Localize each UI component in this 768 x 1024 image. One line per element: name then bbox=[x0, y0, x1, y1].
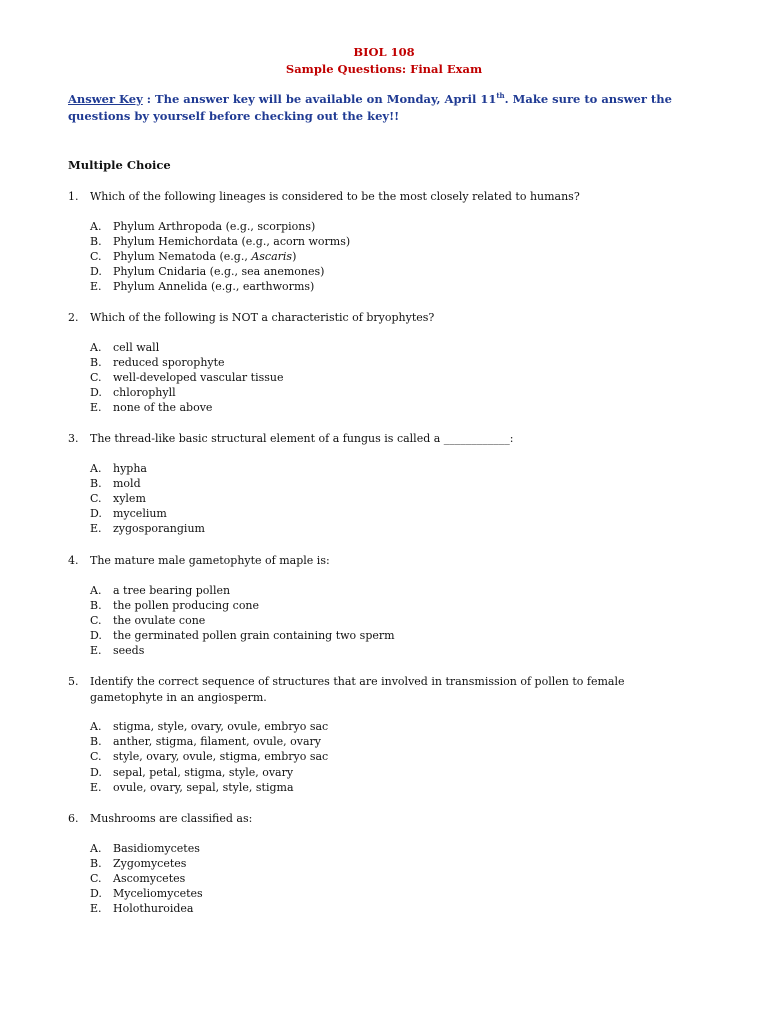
option-text: anther, stigma, filament, ovule, ovary bbox=[113, 735, 321, 749]
option-text: Zygomycetes bbox=[113, 856, 187, 870]
option-letter: C. bbox=[90, 249, 102, 263]
question-number: 2. bbox=[68, 311, 79, 324]
option-item bbox=[90, 583, 708, 598]
option-item bbox=[90, 780, 708, 795]
option-text: Basidiomycetes bbox=[113, 841, 200, 855]
option-item bbox=[90, 734, 708, 749]
option-item bbox=[90, 264, 708, 279]
option-letter: D. bbox=[90, 765, 102, 779]
section-title: Multiple Choice bbox=[68, 158, 171, 172]
option-item bbox=[90, 871, 708, 886]
option-list bbox=[90, 583, 708, 659]
question-number: 1. bbox=[68, 190, 79, 203]
option-text: Phylum Hemichordata (e.g., acorn worms) bbox=[113, 234, 351, 248]
option-text: zygosporangium bbox=[113, 522, 205, 536]
option-letter: A. bbox=[90, 340, 102, 354]
option-text: Ascomycetes bbox=[113, 871, 186, 885]
option-letter: E. bbox=[90, 902, 102, 916]
question-number: 4. bbox=[68, 554, 79, 567]
question-1 bbox=[68, 189, 708, 294]
option-item bbox=[90, 598, 708, 613]
option-item bbox=[90, 886, 708, 901]
option-text: Phylum Arthropoda (e.g., scorpions) bbox=[113, 219, 316, 233]
question-number: 3. bbox=[68, 432, 79, 445]
option-letter: A. bbox=[90, 461, 102, 475]
option-text: Holothuroidea bbox=[113, 902, 194, 916]
answer-key-notice bbox=[68, 91, 698, 125]
option-letter: B. bbox=[90, 355, 102, 369]
option-letter: E. bbox=[90, 522, 102, 536]
option-item bbox=[90, 234, 708, 249]
option-item bbox=[90, 340, 708, 355]
option-text: ovule, ovary, sepal, style, stigma bbox=[113, 780, 294, 794]
page-title: Sample Questions: Final Exam bbox=[285, 62, 483, 76]
option-list bbox=[90, 219, 708, 295]
answer-key-text-2: . Make sure to answer the questions by yourself before checking out the key!! bbox=[68, 92, 672, 123]
option-item bbox=[90, 476, 708, 491]
option-letter: C. bbox=[90, 871, 102, 885]
option-letter: C. bbox=[90, 750, 102, 764]
option-text: seeds bbox=[113, 644, 145, 658]
option-text: Phylum Cnidaria (e.g., sea anemones) bbox=[113, 265, 325, 279]
option-list bbox=[90, 719, 708, 795]
option-letter: A. bbox=[90, 720, 102, 733]
option-text: sepal, petal, stigma, style, ovary bbox=[113, 765, 294, 779]
option-text: style, ovary, ovule, stigma, embryo sac bbox=[113, 750, 329, 764]
option-item bbox=[90, 901, 708, 916]
option-text: Phylum Annelida (e.g., earthworms) bbox=[113, 280, 315, 294]
question-stem: The thread-like basic structural element of a fungus is called a ____________: bbox=[90, 432, 514, 445]
question-4 bbox=[68, 553, 708, 658]
question-stem: Mushrooms are classified as: bbox=[90, 812, 253, 825]
option-text: mold bbox=[113, 476, 141, 490]
question-stem: The mature male gametophyte of maple is: bbox=[90, 554, 330, 567]
option-text: a tree bearing pollen bbox=[113, 583, 231, 597]
question-3 bbox=[68, 431, 708, 536]
option-list bbox=[90, 340, 708, 416]
option-item bbox=[90, 719, 708, 734]
option-text: none of the above bbox=[113, 401, 213, 415]
option-item bbox=[90, 613, 708, 628]
option-item bbox=[90, 521, 708, 536]
option-text: chlorophyll bbox=[113, 386, 176, 400]
option-letter: B. bbox=[90, 735, 102, 749]
option-letter: E. bbox=[90, 401, 102, 415]
option-text: stigma, style, ovary, ovule, embryo sac bbox=[113, 720, 329, 733]
option-item bbox=[90, 249, 708, 264]
option-text: Myceliomycetes bbox=[113, 887, 203, 901]
option-item bbox=[90, 749, 708, 764]
question-number: 5. bbox=[68, 675, 79, 688]
option-item bbox=[90, 491, 708, 506]
option-item bbox=[90, 355, 708, 370]
option-item bbox=[90, 506, 708, 521]
question-stem: Identify the correct sequence of structures that are involved in transmission of pollen to female gametophyte in an angiosperm. bbox=[90, 675, 625, 704]
option-letter: E. bbox=[90, 280, 102, 294]
option-item bbox=[90, 841, 708, 856]
question-2 bbox=[68, 310, 708, 415]
option-text: reduced sporophyte bbox=[113, 355, 225, 369]
option-text: cell wall bbox=[113, 340, 160, 354]
option-text: hypha bbox=[113, 461, 147, 475]
option-item bbox=[90, 461, 708, 476]
question-stem: Which of the following lineages is considered to be the most closely related to humans? bbox=[90, 190, 580, 203]
option-letter: E. bbox=[90, 780, 102, 794]
answer-key-link[interactable]: Answer Key bbox=[68, 92, 143, 106]
option-item bbox=[90, 370, 708, 385]
question-6 bbox=[68, 811, 708, 916]
option-text bbox=[113, 250, 296, 263]
option-letter: A. bbox=[90, 219, 102, 233]
option-letter: A. bbox=[90, 583, 102, 597]
option-text: the ovulate cone bbox=[113, 613, 206, 627]
option-letter: D. bbox=[90, 629, 102, 643]
option-letter: C. bbox=[90, 491, 102, 505]
question-5 bbox=[68, 674, 708, 795]
option-item bbox=[90, 279, 708, 294]
option-text-pre: Phylum Nematoda (e.g., bbox=[113, 249, 252, 263]
option-item bbox=[90, 219, 708, 234]
option-item bbox=[90, 400, 708, 415]
option-letter: D. bbox=[90, 507, 102, 521]
course-code: BIOL 108 bbox=[353, 45, 415, 59]
option-letter: C. bbox=[90, 370, 102, 384]
option-letter: B. bbox=[90, 598, 102, 612]
option-item bbox=[90, 385, 708, 400]
option-text: xylem bbox=[113, 491, 146, 505]
option-item bbox=[90, 643, 708, 658]
option-letter: E. bbox=[90, 644, 102, 658]
option-letter: D. bbox=[90, 887, 102, 901]
option-text: the germinated pollen grain containing two sperm bbox=[113, 629, 395, 643]
option-text-post: ) bbox=[292, 249, 297, 263]
option-item bbox=[90, 628, 708, 643]
question-stem: Which of the following is NOT a characteristic of bryophytes? bbox=[90, 311, 435, 324]
answer-key-text-1: : The answer key will be available on Monday, April 11 bbox=[142, 92, 497, 106]
option-letter: B. bbox=[90, 234, 102, 248]
option-list bbox=[90, 841, 708, 917]
option-text: well-developed vascular tissue bbox=[113, 370, 284, 384]
option-text-italic: Ascaris bbox=[251, 249, 293, 263]
option-letter: B. bbox=[90, 476, 102, 490]
option-letter: D. bbox=[90, 265, 102, 279]
option-list bbox=[90, 461, 708, 537]
option-letter: C. bbox=[90, 613, 102, 627]
option-letter: B. bbox=[90, 856, 102, 870]
option-text: mycelium bbox=[113, 507, 167, 521]
option-letter: A. bbox=[90, 841, 102, 855]
option-text: the pollen producing cone bbox=[113, 598, 260, 612]
option-item bbox=[90, 856, 708, 871]
answer-key-sup: th bbox=[496, 91, 505, 101]
option-item bbox=[90, 765, 708, 780]
question-number: 6. bbox=[68, 812, 79, 825]
option-letter: D. bbox=[90, 386, 102, 400]
